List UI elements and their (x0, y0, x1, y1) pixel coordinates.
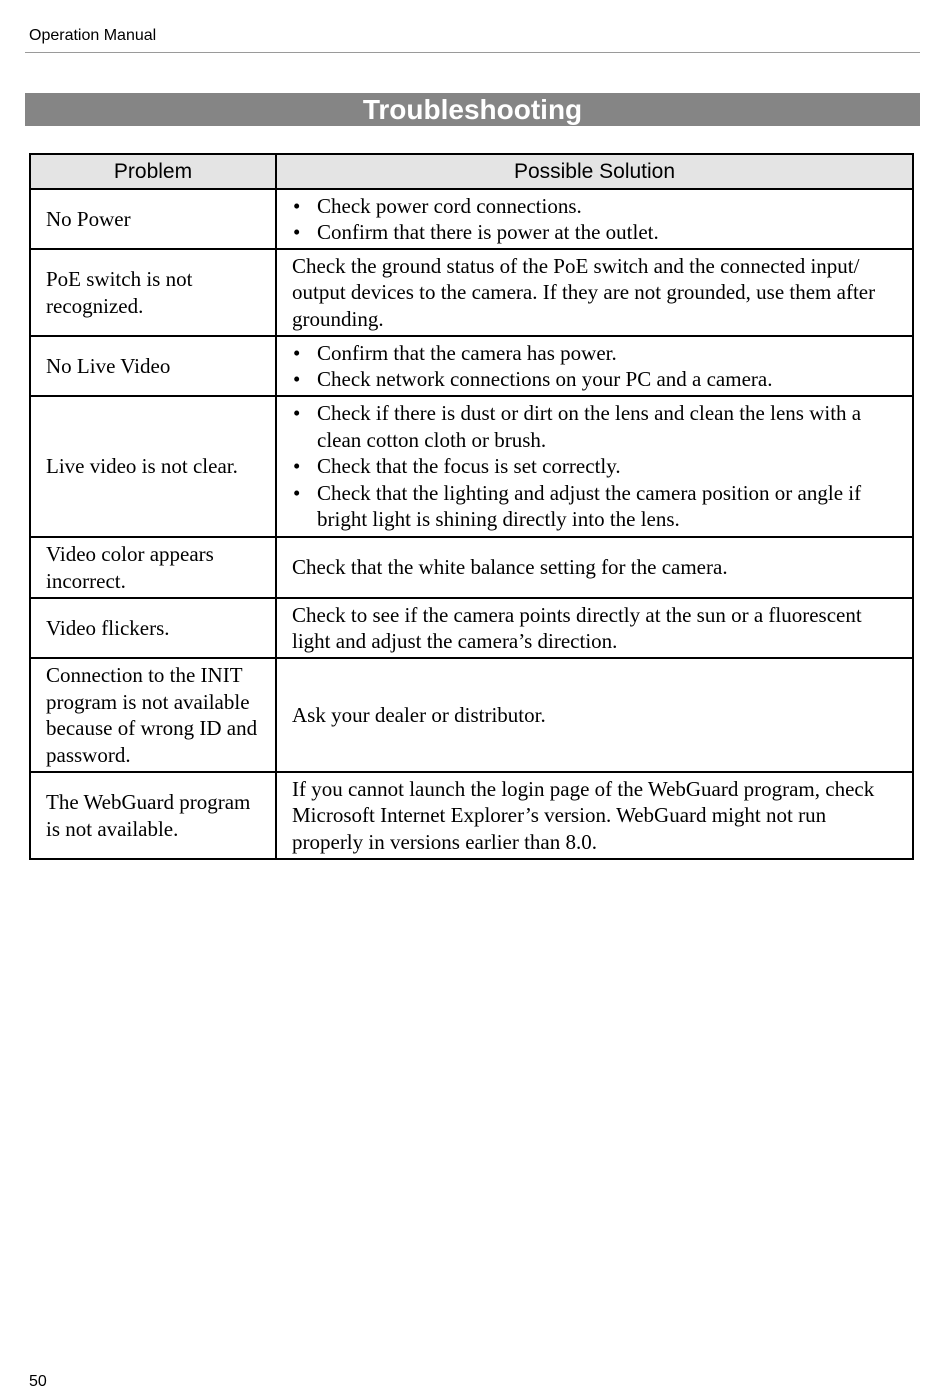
solution-bullet: • Check if there is dust or dirt on the lens and clean the lens with a clean cotton cloth or brush. (292, 400, 900, 453)
section-title-banner: Troubleshooting (25, 93, 920, 126)
solution-bullet: • Check power cord connections. (292, 193, 900, 220)
solution-bullet: • Check that the lighting and adjust the camera position or angle if bright light is shining directly into the lens. (292, 480, 900, 533)
solution-cell: Check that the white balance setting for the camera. (276, 537, 913, 598)
problem-cell: PoE switch is not recognized. (30, 249, 276, 336)
running-header: Operation Manual (29, 27, 157, 44)
problem-cell: Video flickers. (30, 598, 276, 658)
solution-cell (276, 396, 913, 537)
table-header-row (30, 154, 913, 189)
solution-column-header: Possible Solution (276, 154, 913, 189)
solution-cell: Check to see if the camera points directly at the sun or a fluorescent light and adjust the camera’s direction. (276, 598, 913, 658)
solution-cell: If you cannot launch the login page of the WebGuard program, check Microsoft Internet Explorer’s version. WebGuard might not run properly in versions earlier than 8.0. (276, 772, 913, 859)
solution-bullet-list (292, 400, 900, 533)
problem-cell: Connection to the INIT program is not available because of wrong ID and password. (30, 658, 276, 772)
solution-bullet: • Confirm that the camera has power. (292, 340, 900, 367)
solution-bullet: • Check that the focus is set correctly. (292, 453, 900, 480)
table-row (30, 772, 913, 859)
solution-cell: Ask your dealer or distributor. (276, 658, 913, 772)
problem-column-header: Problem (30, 154, 276, 189)
problem-cell: Video color appears incorrect. (30, 537, 276, 598)
table-row (30, 249, 913, 336)
table-row (30, 598, 913, 658)
solution-bullet-list (292, 193, 900, 246)
troubleshooting-table (29, 153, 914, 860)
table-row (30, 658, 913, 772)
solution-bullet-list (292, 340, 900, 393)
problem-cell: No Live Video (30, 336, 276, 396)
solution-bullet: • Confirm that there is power at the outlet. (292, 219, 900, 246)
page-number: 50 (29, 1373, 47, 1390)
table-row (30, 189, 913, 249)
problem-cell: The WebGuard program is not available. (30, 772, 276, 859)
solution-cell (276, 336, 913, 396)
table-row (30, 336, 913, 396)
header-divider (25, 52, 920, 53)
solution-cell (276, 189, 913, 249)
table-row (30, 396, 913, 537)
problem-cell: Live video is not clear. (30, 396, 276, 537)
solution-cell: Check the ground status of the PoE switch and the connected input/ output devices to the camera. If they are not grounded, use them after grounding. (276, 249, 913, 336)
solution-bullet: • Check network connections on your PC and a camera. (292, 366, 900, 393)
problem-cell: No Power (30, 189, 276, 249)
table-row (30, 537, 913, 598)
